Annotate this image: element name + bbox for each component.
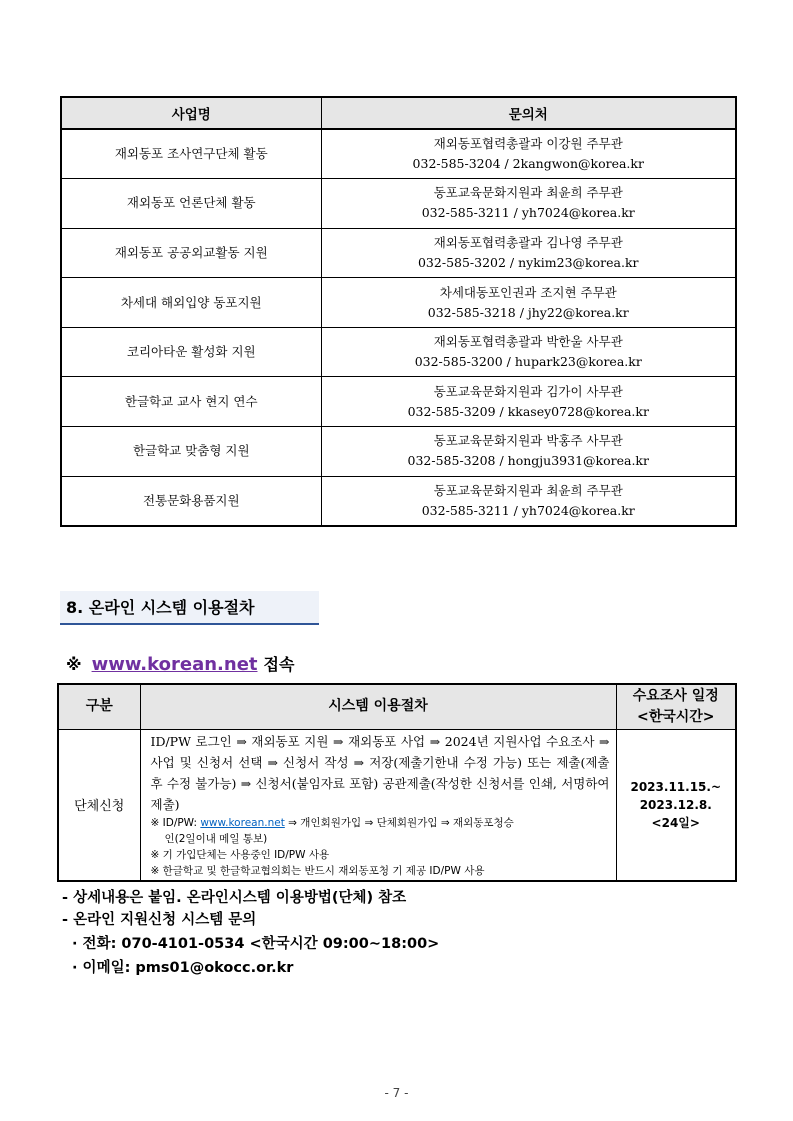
contact-row <box>61 476 736 526</box>
contact-row <box>61 327 736 377</box>
contact-office: 재외동포협력총괄과 박한울 사무관 <box>433 334 623 350</box>
schedule-cell <box>616 729 736 881</box>
contact-cell <box>321 327 736 377</box>
program-name: 재외동포 언론단체 활동 <box>61 179 321 229</box>
contact-row <box>61 129 736 179</box>
note-korean-net-link[interactable]: www.korean.net <box>200 816 285 829</box>
contact-row <box>61 228 736 278</box>
contact-office: 동포교육문화지원과 최윤희 주무관 <box>433 482 623 498</box>
contact-cell <box>321 427 736 477</box>
page-number: - 7 - <box>384 1086 409 1100</box>
note-idpw-prefix: ※ ID/PW: <box>150 816 201 829</box>
note-idpw-continued: 인(2일이내 메일 통보) <box>164 832 268 845</box>
contact-office: 재외동포협력총괄과 김나영 주무관 <box>433 234 623 250</box>
phone-note: · 전화: 070-4101-0534 <한국시간 09:00∼18:00> <box>72 936 440 952</box>
contact-phone-email: 032-585-3211 / yh7024@korea.kr <box>421 502 635 518</box>
note-existing-groups: ※ 기 가입단체는 사용중인 ID/PW 사용 <box>150 848 330 861</box>
contact-phone-email: 032-585-3204 / 2kangwon@korea.kr <box>412 156 644 172</box>
contact-row <box>61 278 736 328</box>
contact-phone-email: 032-585-3209 / kkasey0728@korea.kr <box>407 403 649 419</box>
contact-row <box>61 179 736 229</box>
contact-office: 차세대동포인권과 조지현 주무관 <box>439 284 617 300</box>
program-name: 한글학교 교사 현지 연수 <box>61 377 321 427</box>
contact-cell <box>321 476 736 526</box>
contact-phone-email: 032-585-3208 / hongju3931@korea.kr <box>407 453 649 469</box>
program-name: 한글학교 맞춤형 지원 <box>61 427 321 477</box>
program-name: 재외동포 조사연구단체 활동 <box>61 129 321 179</box>
note-korean-schools: ※ 한글학교 및 한글학교협의회는 반드시 재외동포청 기 제공 ID/PW 사용 <box>150 864 485 877</box>
schedule-start: 2023.11.15.~ <box>630 779 722 794</box>
contact-phone-email: 032-585-3202 / nykim23@korea.kr <box>417 254 639 270</box>
contact-cell <box>321 377 736 427</box>
site-access-line <box>66 654 294 676</box>
reference-mark: ※ <box>66 655 82 674</box>
email-note: · 이메일: pms01@okocc.or.kr <box>72 960 294 976</box>
schedule-duration: <24일> <box>651 815 700 830</box>
contact-cell <box>321 129 736 179</box>
header-contact: 문의처 <box>321 97 736 129</box>
detail-note: - 상세내용은 붙임. 온라인시스템 이용방법(단체) 참조 <box>62 890 407 906</box>
group-cell: 단체신청 <box>58 729 140 881</box>
contact-office: 동포교육문화지원과 김가이 사무관 <box>433 383 623 399</box>
program-name: 재외동포 공공외교활동 지원 <box>61 228 321 278</box>
contact-office: 재외동포협력총괄과 이강원 주무관 <box>433 136 623 152</box>
procedure-row <box>58 729 736 881</box>
section-heading: 8. 온라인 시스템 이용절차 <box>60 591 319 625</box>
procedure-table-header <box>58 684 736 729</box>
contact-phone-email: 032-585-3218 / jhy22@korea.kr <box>427 304 629 320</box>
program-name: 전통문화용품지원 <box>61 476 321 526</box>
header-schedule <box>616 684 736 729</box>
contact-table-header <box>61 97 736 129</box>
note-idpw-suffix: ⇒ 개인회원가입 ⇒ 단체회원가입 ⇒ 재외동포청승 <box>284 816 514 829</box>
contact-office: 동포교육문화지원과 최윤희 주무관 <box>433 185 623 201</box>
program-name: 차세대 해외입양 동포지원 <box>61 278 321 328</box>
inquiry-note: - 온라인 지원신청 시스템 문의 <box>62 912 257 928</box>
steps-cell <box>140 729 616 881</box>
header-schedule-title: 수요조사 일정 <box>632 687 719 704</box>
contact-row <box>61 427 736 477</box>
contact-phone-email: 032-585-3200 / hupark23@korea.kr <box>414 354 642 370</box>
access-label: 접속 <box>263 655 295 674</box>
korean-net-link[interactable]: www.korean.net <box>91 654 258 675</box>
contact-table <box>60 96 737 527</box>
contact-row <box>61 377 736 427</box>
schedule-end: 2023.12.8. <box>639 797 712 812</box>
contact-office: 동포교육문화지원과 박홍주 사무관 <box>433 433 623 449</box>
contact-cell <box>321 228 736 278</box>
contact-cell <box>321 179 736 229</box>
steps-main-text: ID/PW 로그인 ⇒ 재외동포 지원 ⇒ 재외동포 사업 ⇒ 2024년 지원사업 수요조사 ⇒ 사업 및 신청서 선택 ⇒ 신청서 작성 ⇒ 저장(제출기한내 수정 가능) 또는 제출(제출 후 수정 불가능) ⇒ 신청서(붙임자료 포함) 공관제출(작성한 신청서를 인쇄, 서명하여 제출) <box>150 733 610 812</box>
header-group: 구분 <box>58 684 140 729</box>
note-idpw <box>151 815 610 831</box>
procedure-table <box>57 683 737 882</box>
header-program: 사업명 <box>61 97 321 129</box>
contact-phone-email: 032-585-3211 / yh7024@korea.kr <box>421 205 635 221</box>
header-schedule-timezone: <한국시간> <box>636 708 715 725</box>
contact-cell <box>321 278 736 328</box>
header-steps: 시스템 이용절차 <box>140 684 616 729</box>
program-name: 코리아타운 활성화 지원 <box>61 327 321 377</box>
